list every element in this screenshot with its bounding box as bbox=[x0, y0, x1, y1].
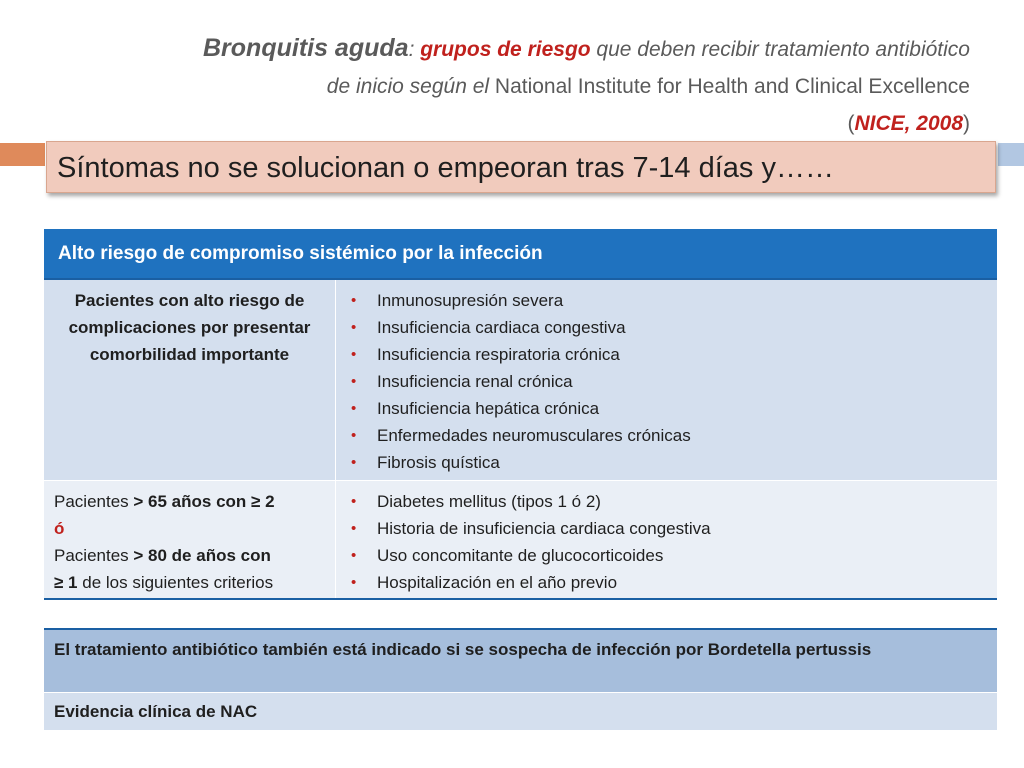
list-item: • Historia de insuficiencia cardiaca congestiva bbox=[351, 515, 997, 542]
table-row bbox=[44, 481, 997, 600]
title-red-risk-groups: grupos de riesgo bbox=[420, 38, 591, 61]
title-colon: : bbox=[408, 38, 421, 61]
risk-table bbox=[44, 229, 997, 600]
row-a-description: Pacientes con alto riesgo de complicaciones por presentar comorbilidad importante bbox=[44, 280, 336, 480]
list-item: • Uso concomitante de glucocorticoides bbox=[351, 542, 997, 569]
list-item: • Enfermedades neuromusculares crónicas bbox=[351, 422, 997, 449]
list-item: • Inmunosupresión severa bbox=[351, 287, 997, 314]
row-b-age-65: > 65 años con ≥ 2 bbox=[133, 492, 275, 511]
title-line-1 bbox=[70, 30, 970, 68]
title-line2-italic: de inicio según el bbox=[326, 75, 495, 98]
bullet-icon: • bbox=[351, 373, 357, 390]
comorbidity-list bbox=[336, 280, 997, 476]
title-nice-citation: NICE, 2008 bbox=[854, 112, 963, 135]
title-main: Bronquitis aguda bbox=[203, 34, 409, 62]
bullet-icon: • bbox=[351, 427, 357, 444]
row-b-text-2: Pacientes bbox=[54, 546, 134, 565]
bullet-icon: • bbox=[351, 547, 357, 564]
list-item: • Insuficiencia respiratoria crónica bbox=[351, 341, 997, 368]
table-row: Evidencia clínica de NAC bbox=[44, 692, 997, 730]
bullet-icon: • bbox=[351, 574, 357, 591]
list-item: • Insuficiencia hepática crónica bbox=[351, 395, 997, 422]
criteria-list bbox=[336, 481, 997, 596]
bullet-icon: • bbox=[351, 346, 357, 363]
row-b-text-3: de los siguientes criterios bbox=[77, 573, 274, 592]
bullet-icon: • bbox=[351, 493, 357, 510]
list-item: • Insuficiencia cardiaca congestiva bbox=[351, 314, 997, 341]
bullet-icon: • bbox=[351, 520, 357, 537]
list-item: • Insuficiencia renal crónica bbox=[351, 368, 997, 395]
bullet-icon: • bbox=[351, 400, 357, 417]
title-line-3 bbox=[70, 105, 970, 142]
bullet-icon: • bbox=[351, 454, 357, 471]
title-line-2 bbox=[70, 68, 970, 105]
title-line2-institute: National Institute for Health and Clinical Excellence bbox=[494, 75, 970, 98]
list-item: • Diabetes mellitus (tipos 1 ó 2) bbox=[351, 488, 997, 515]
row-b-description bbox=[44, 481, 336, 598]
table-row: El tratamiento antibiótico también está indicado si se sospecha de infección por Bordetella pertussis bbox=[44, 628, 997, 692]
row-b-text-1: Pacientes bbox=[54, 492, 134, 511]
title-paren-close: ) bbox=[963, 112, 970, 135]
title-line1-rest: que deben recibir tratamiento antibiótico bbox=[590, 38, 970, 61]
table-row bbox=[44, 280, 997, 481]
bullet-icon: • bbox=[351, 292, 357, 309]
row-b-or: ó bbox=[54, 519, 65, 538]
title-paren-open: ( bbox=[847, 112, 855, 135]
slide-title bbox=[70, 30, 970, 142]
additional-indications-table bbox=[44, 628, 997, 730]
bullet-icon: • bbox=[351, 319, 357, 336]
list-item: • Fibrosis quística bbox=[351, 449, 997, 476]
row-b-age-80: > 80 de años con bbox=[133, 546, 271, 565]
risk-table-header: Alto riesgo de compromiso sistémico por la infección bbox=[44, 229, 997, 280]
row-a-criteria bbox=[336, 280, 997, 480]
row-b-min-criteria: ≥ 1 bbox=[54, 573, 78, 592]
accent-bar-left bbox=[0, 143, 45, 166]
list-item: • Hospitalización en el año previo bbox=[351, 569, 997, 596]
row-b-criteria bbox=[336, 481, 997, 598]
accent-bar-right bbox=[998, 143, 1024, 166]
symptom-banner: Síntomas no se solucionan o empeoran tras 7-14 días y…… bbox=[46, 141, 996, 193]
